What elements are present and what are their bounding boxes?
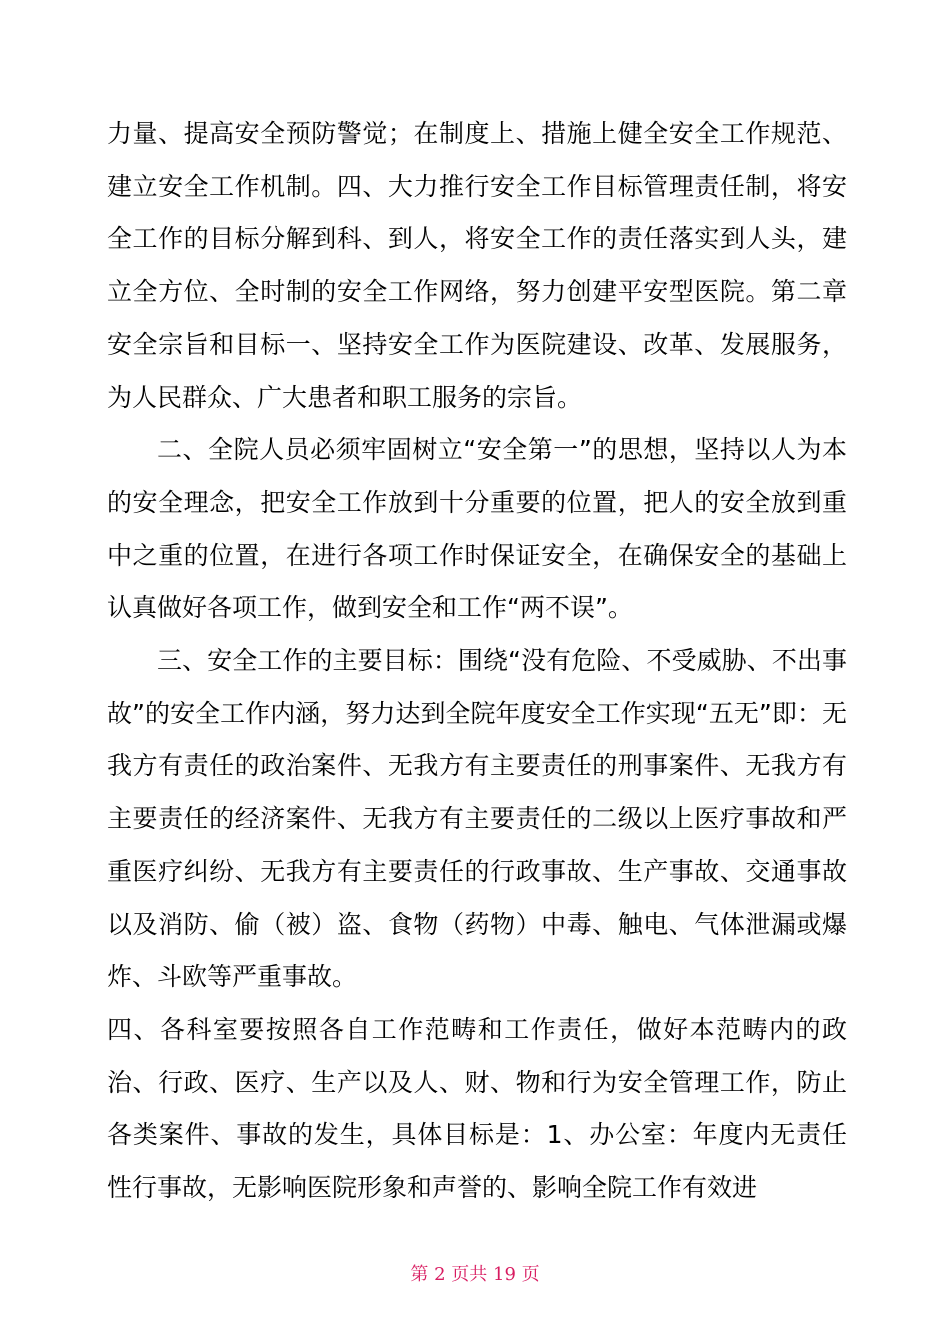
paragraph-4: 四、各科室要按照各自工作范畴和工作责任，做好本范畴内的政治、行政、医疗、生产以及人、财、物和行为安全管理工作，防止各类案件、事故的发生，具体目标是：1、办公室：年度内无责任性行事故，无影响医院形象和声誉的、影响全院工作有效进 — [107, 1014, 847, 1203]
page-number-footer: 第 2 页共 19 页 — [410, 1264, 540, 1285]
paragraph-3: 三、安全工作的主要目标：围绕“没有危险、不受威胁、不出事故”的安全工作内涵，努力达到全院年度安全工作实现“五无”即：无我方有责任的政治案件、无我方有主要责任的刑事案件、无我方有主要责任的经济案件、无我方有主要责任的二级以上医疗事故和严重医疗纠纷、无我方有主要责任的行政事故、生产事故、交通事故以及消防、偷（被）盗、食物（药物）中毒、触电、气体泄漏或爆炸、斗欧等严重事故。 — [107, 646, 847, 992]
paragraph-1: 力量、提高安全预防警觉；在制度上、措施上健全安全工作规范、建立安全工作机制。四、大力推行安全工作目标管理责任制，将安全工作的目标分解到科、到人，将安全工作的责任落实到人头，建立全方位、全时制的安全工作网络，努力创建平安型医院。第二章安全宗旨和目标一、坚持安全工作为医院建设、改革、发展服务，为人民群众、广大患者和职工服务的宗旨。 — [107, 119, 847, 412]
document-body — [107, 108, 847, 1215]
paragraph-2: 二、全院人员必须牢固树立“安全第一”的思想，坚持以人为本的安全理念，把安全工作放到十分重要的位置，把人的安全放到重中之重的位置，在进行各项工作时保证安全，在确保安全的基础上认真做好各项工作，做到安全和工作“两不误”。 — [107, 435, 847, 623]
